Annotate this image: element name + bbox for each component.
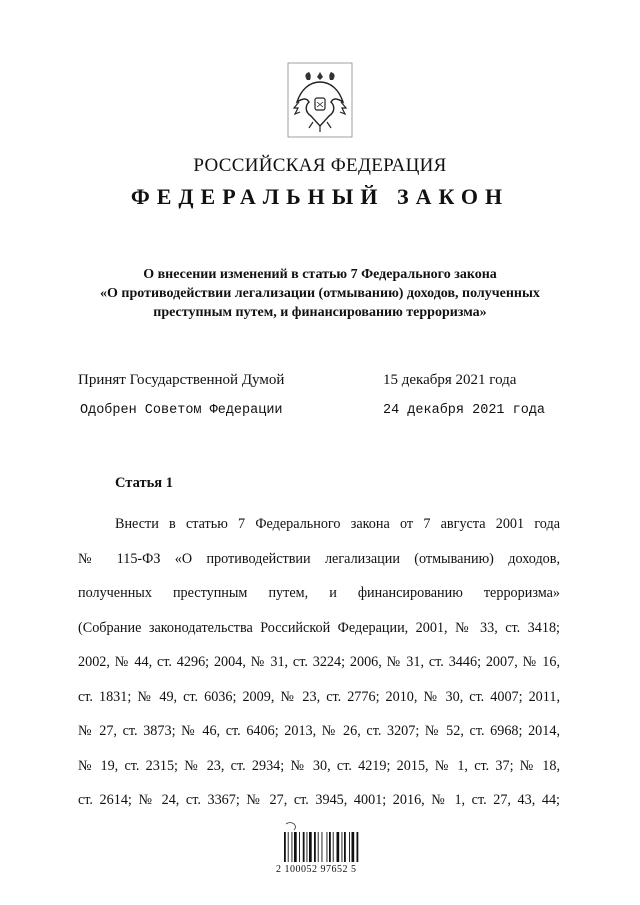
law-title bbox=[60, 265, 580, 322]
article-line: № 115-ФЗ «О противодействии легализации (отмыванию) доходов, bbox=[78, 550, 560, 567]
council-approval-date: 24 декабря 2021 года bbox=[383, 403, 546, 418]
country-name: РОССИЙСКАЯ ФЕДЕРАЦИЯ bbox=[193, 155, 447, 176]
law-type-heading: ФЕДЕРАЛЬНЫЙ ЗАКОН bbox=[130, 184, 510, 209]
barcode-number: 2 100052 97652 5 bbox=[276, 864, 357, 875]
russian-coat-of-arms-icon bbox=[287, 62, 353, 138]
law-title-line: «О противодействии легализации (отмыванию) доходов, полученных bbox=[100, 286, 540, 301]
duma-adoption-date: 15 декабря 2021 года bbox=[383, 372, 517, 388]
article-line: (Собрание законодательства Российской Федерации, 2001, № 33, ст. 3418; bbox=[78, 619, 560, 636]
law-title-line: О внесении изменений в статью 7 Федерального закона bbox=[143, 267, 497, 282]
article-heading: Статья 1 bbox=[115, 475, 173, 491]
law-title-line: преступным путем, и финансированию терроризма» bbox=[153, 305, 487, 320]
article-body bbox=[78, 507, 560, 818]
duma-adoption-label: Принят Государственной Думой bbox=[78, 372, 285, 388]
article-line: 2002, № 44, ст. 4296; 2004, № 31, ст. 3224; 2006, № 31, ст. 3446; 2007, № 16, bbox=[78, 654, 560, 670]
article-line: Внести в статью 7 Федерального закона от 7 августа 2001 года bbox=[115, 516, 560, 532]
council-approval-label: Одобрен Советом Федерации bbox=[80, 403, 283, 418]
article-line: ст. 1831; № 49, ст. 6036; 2009, № 23, ст. 2776; 2010, № 30, ст. 4007; 2011, bbox=[78, 688, 560, 705]
article-line: № 19, ст. 2315; № 23, ст. 2934; № 30, ст. 4219; 2015, № 1, ст. 37; № 18, bbox=[78, 757, 560, 774]
article-line: полученных преступным путем, и финансированию терроризма» bbox=[78, 585, 560, 601]
article-line: ст. 2614; № 24, ст. 3367; № 27, ст. 3945, 4001; 2016, № 1, ст. 27, 43, 44; bbox=[78, 792, 560, 808]
article-line: № 27, ст. 3873; № 46, ст. 6406; 2013, № 26, ст. 3207; № 52, ст. 6968; 2014, bbox=[78, 723, 560, 739]
